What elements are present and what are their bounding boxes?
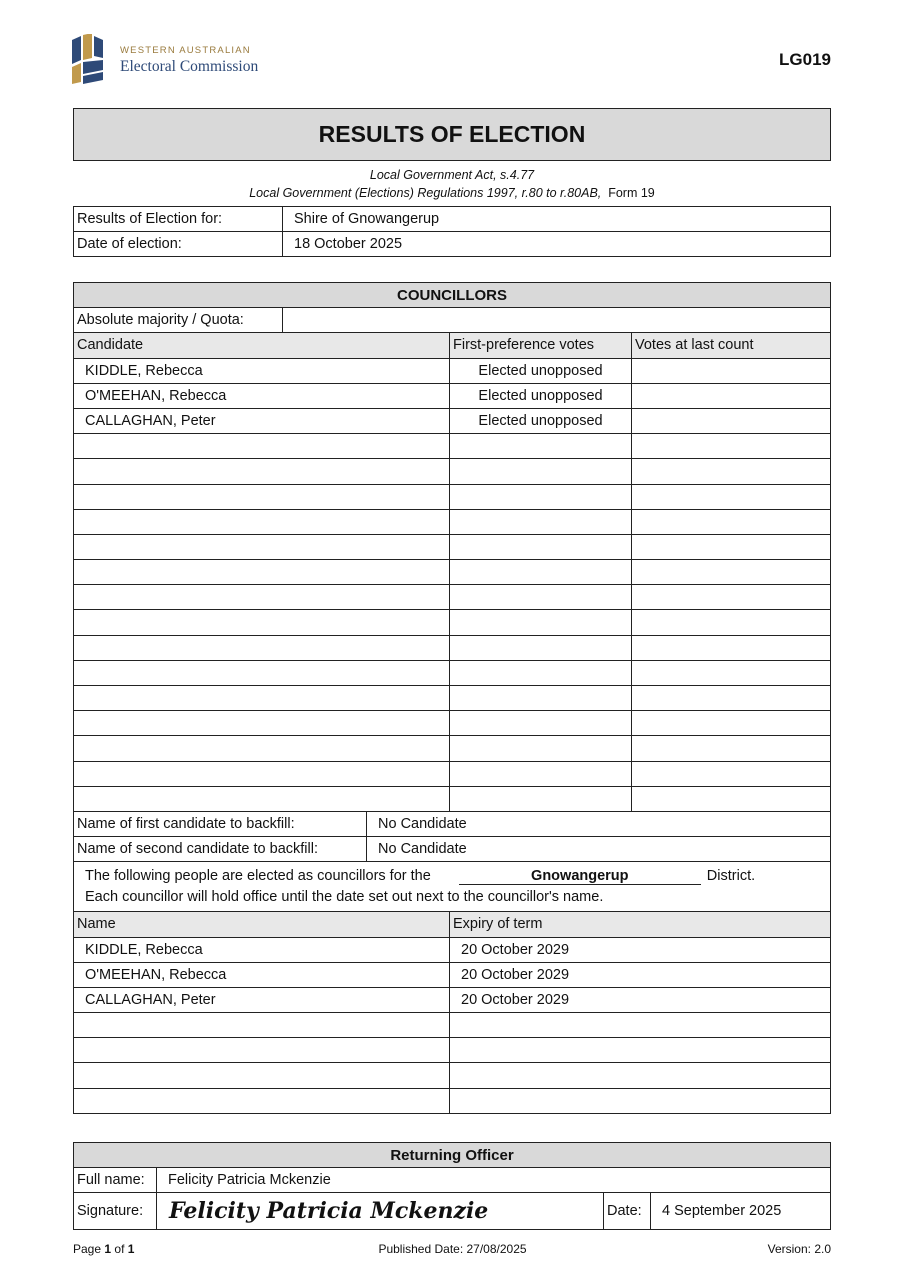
votes-last-count	[632, 408, 831, 433]
elected-note-line2: Each councillor will hold office until the date set out next to the councillor's name.	[85, 889, 604, 906]
published-date: Published Date: 27/08/2025	[378, 1242, 527, 1256]
candidate-row-empty	[74, 761, 831, 786]
votes-last-count	[632, 383, 831, 408]
col-header-name: Name	[74, 912, 450, 937]
elected-note-suffix: District.	[706, 868, 756, 885]
table-header-row	[74, 912, 831, 937]
backfill1-value: No Candidate	[367, 811, 831, 836]
commission-emblem-icon	[72, 34, 104, 84]
candidate-row-empty	[74, 560, 831, 585]
returning-officer-heading: Returning Officer	[74, 1143, 831, 1168]
candidate-row-empty	[74, 484, 831, 509]
table-row	[74, 207, 831, 232]
quota-value	[283, 308, 831, 333]
candidate-row-empty	[74, 585, 831, 610]
candidate-row-empty	[74, 660, 831, 685]
elected-row	[74, 937, 831, 962]
full-name-value: Felicity Patricia Mckenzie	[157, 1168, 831, 1193]
elected-row-empty	[74, 1088, 831, 1113]
candidate-row-empty	[74, 711, 831, 736]
form-number: Form 19	[608, 186, 655, 200]
col-header-expiry: Expiry of term	[450, 912, 831, 937]
version: Version: 2.0	[767, 1242, 831, 1256]
table-row	[74, 1168, 831, 1193]
table-row	[74, 308, 831, 333]
returning-officer-table	[73, 1142, 831, 1230]
elected-row	[74, 987, 831, 1012]
first-preference-votes: Elected unopposed	[450, 383, 632, 408]
election-info-table	[73, 206, 831, 257]
first-preference-votes: Elected unopposed	[450, 358, 632, 383]
table-row	[74, 232, 831, 257]
candidate-row-empty	[74, 786, 831, 811]
candidate-row	[74, 383, 831, 408]
candidate-row-empty	[74, 434, 831, 459]
candidate-row-empty	[74, 686, 831, 711]
elected-row-empty	[74, 1063, 831, 1088]
full-name-label: Full name:	[74, 1168, 157, 1193]
candidate-row-empty	[74, 610, 831, 635]
elected-name: O'MEEHAN, Rebecca	[74, 962, 450, 987]
signature: Felicity Patricia Mckenzie	[157, 1193, 604, 1230]
elected-row-empty	[74, 1013, 831, 1038]
regulations-reference	[73, 186, 831, 200]
election-for-value: Shire of Gnowangerup	[283, 207, 831, 232]
candidate-row	[74, 358, 831, 383]
first-preference-votes: Elected unopposed	[450, 408, 632, 433]
term-expiry: 20 October 2029	[450, 962, 831, 987]
candidate-name: O'MEEHAN, Rebecca	[74, 383, 450, 408]
term-expiry: 20 October 2029	[450, 987, 831, 1012]
regulations-text: Local Government (Elections) Regulations 1997, r.80 to r.80AB,	[249, 186, 602, 200]
elected-name: KIDDLE, Rebecca	[74, 937, 450, 962]
table-row	[74, 283, 831, 308]
backfill2-label: Name of second candidate to backfill:	[74, 837, 367, 862]
candidate-row	[74, 408, 831, 433]
election-for-label: Results of Election for:	[74, 207, 283, 232]
votes-last-count	[632, 358, 831, 383]
table-row	[74, 811, 831, 836]
table-row	[74, 1143, 831, 1168]
elected-row-empty	[74, 1038, 831, 1063]
elected-note-text: The following people are elected as councillors for the	[85, 868, 431, 885]
candidate-row-empty	[74, 635, 831, 660]
elected-row	[74, 962, 831, 987]
councillors-heading: COUNCILLORS	[74, 283, 831, 308]
col-header-first-preference: First-preference votes	[450, 333, 632, 358]
signature-label: Signature:	[74, 1193, 157, 1230]
candidate-row-empty	[74, 509, 831, 534]
page-number: Page 1 of 1	[73, 1242, 135, 1256]
candidate-name: CALLAGHAN, Peter	[74, 408, 450, 433]
org-name-line1: WESTERN AUSTRALIAN	[120, 45, 251, 56]
elected-note	[74, 862, 831, 912]
col-header-last-count: Votes at last count	[632, 333, 831, 358]
candidate-row-empty	[74, 534, 831, 559]
backfill2-value: No Candidate	[367, 837, 831, 862]
elected-name: CALLAGHAN, Peter	[74, 987, 450, 1012]
wa-electoral-commission-logo	[72, 34, 272, 86]
table-row	[74, 837, 831, 862]
table-row	[74, 862, 831, 912]
quota-label: Absolute majority / Quota:	[74, 308, 283, 333]
candidate-row-empty	[74, 736, 831, 761]
form-code: LG019	[779, 50, 831, 69]
candidate-name: KIDDLE, Rebecca	[74, 358, 450, 383]
col-header-candidate: Candidate	[74, 333, 450, 358]
page-title: RESULTS OF ELECTION	[73, 108, 831, 161]
org-name-line2: Electoral Commission	[120, 58, 259, 75]
table-header-row	[74, 333, 831, 358]
term-expiry: 20 October 2029	[450, 937, 831, 962]
act-reference: Local Government Act, s.4.77	[369, 168, 535, 182]
signed-date-value: 4 September 2025	[651, 1193, 831, 1230]
councillors-table	[73, 282, 831, 1114]
candidate-row-empty	[74, 459, 831, 484]
election-date-label: Date of election:	[74, 232, 283, 257]
date-label: Date:	[604, 1193, 651, 1230]
district-name: Gnowangerup	[459, 868, 701, 885]
election-date-value: 18 October 2025	[283, 232, 831, 257]
backfill1-label: Name of first candidate to backfill:	[74, 811, 367, 836]
table-row	[74, 1193, 831, 1230]
